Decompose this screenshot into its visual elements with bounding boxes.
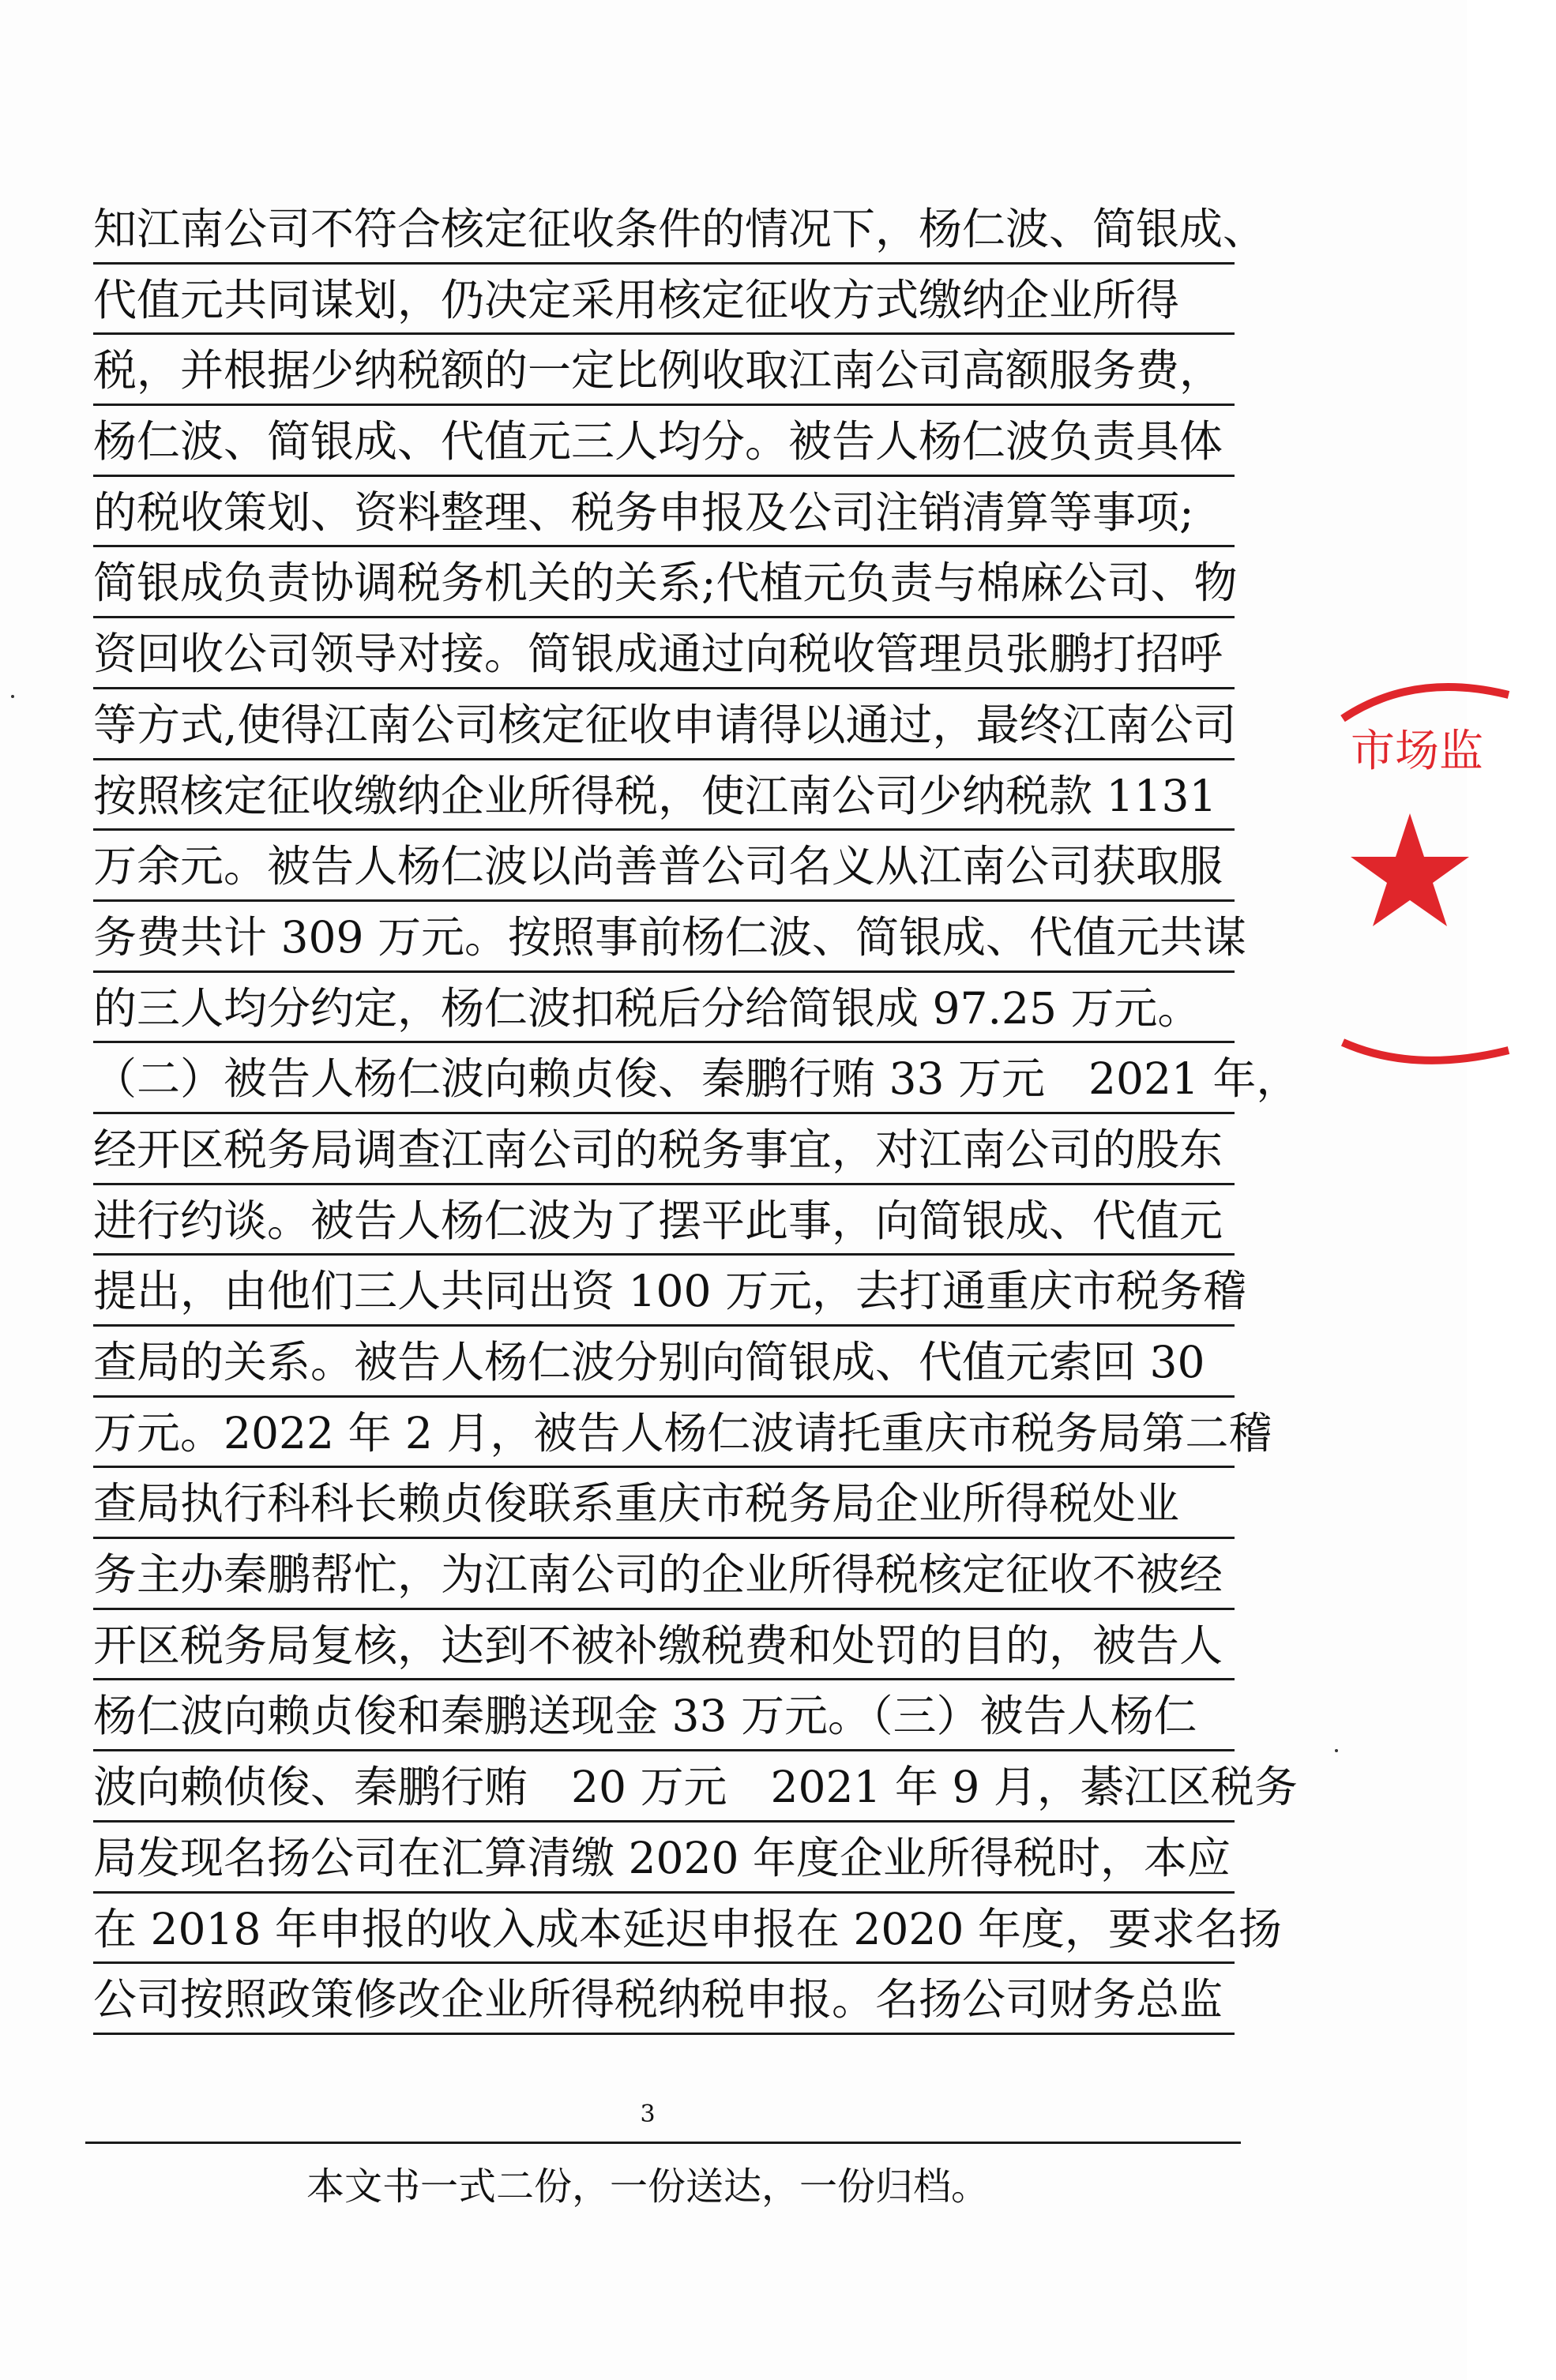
footer-divider — [85, 2142, 1241, 2144]
text-line-19: 查局执行科科长赖贞俊联系重庆市税务局企业所得税处业 — [93, 1468, 1235, 1539]
text-line-25: 在 2018 年申报的收入成本延迟申报在 2020 年度，要求名扬 — [93, 1894, 1235, 1965]
text-line-6: 简银成负责协调税务机关的关系;代植元负责与棉麻公司、物 — [93, 547, 1235, 618]
official-seal — [1319, 663, 1556, 1058]
seal-ring-top — [1343, 687, 1509, 719]
text-line-4: 杨仁波、简银成、代值元三人均分。被告人杨仁波负责具体 — [93, 406, 1235, 477]
text-line-13: （二）被告人杨仁波向赖贞俊、秦鹏行贿 33 万元 2021 年， — [93, 1043, 1235, 1114]
scan-speck — [11, 695, 14, 698]
text-line-8: 等方式,使得江南公司核定征收申请得以通过，最终江南公司 — [93, 689, 1235, 760]
seal-ring-bottom — [1343, 1042, 1509, 1060]
text-line-12: 的三人均分约定，杨仁波扣税后分给简银成 97.25 万元。 — [93, 973, 1235, 1044]
text-line-7: 资回收公司领导对接。简银成通过向税收管理员张鹏打招呼 — [93, 618, 1235, 689]
seal-star-icon — [1351, 813, 1469, 926]
scan-speck — [1335, 1749, 1338, 1752]
text-line-26: 公司按照政策修改企业所得税纳税申报。名扬公司财务总监 — [93, 1964, 1235, 2035]
text-line-15: 进行约谈。被告人杨仁波为了摆平此事，向简银成、代值元 — [93, 1185, 1235, 1256]
text-line-1: 知江南公司不符合核定征收条件的情况下，杨仁波、简银成、 — [93, 193, 1235, 265]
text-line-21: 开区税务局复核，达到不被补缴税费和处罚的目的，被告人 — [93, 1610, 1235, 1681]
text-line-11: 务费共计 309 万元。按照事前杨仁波、简银成、代值元共谋 — [93, 902, 1235, 973]
text-line-2: 代值元共同谋划，仍决定采用核定征收方式缴纳企业所得 — [93, 265, 1235, 336]
text-line-9: 按照核定征收缴纳企业所得税，使江南公司少纳税款 1131 — [93, 760, 1235, 831]
text-line-20: 务主办秦鹏帮忙，为江南公司的企业所得税核定征收不被经 — [93, 1539, 1235, 1610]
body-text — [93, 193, 1300, 2035]
text-line-16: 提出，由他们三人共同出资 100 万元，去打通重庆市税务稽 — [93, 1256, 1235, 1327]
text-line-22: 杨仁波向赖贞俊和秦鹏送现金 33 万元。（三）被告人杨仁 — [93, 1680, 1235, 1751]
text-line-5: 的税收策划、资料整理、税务申报及公司注销清算等事项; — [93, 477, 1235, 548]
text-line-23: 波向赖侦俊、秦鹏行贿 20 万元 2021 年 9 月，綦江区税务 — [93, 1751, 1235, 1823]
page-number: 3 — [640, 2100, 656, 2128]
seal-shapes — [1343, 687, 1509, 1060]
text-line-18: 万元。2022 年 2 月，被告人杨仁波请托重庆市税务局第二稽 — [93, 1398, 1235, 1469]
text-line-14: 经开区税务局调查江南公司的税务事宜，对江南公司的股东 — [93, 1114, 1235, 1185]
text-line-10: 万余元。被告人杨仁波以尚善普公司名义从江南公司获取服 — [93, 831, 1235, 902]
seal-text: 市场监 — [1351, 726, 1483, 777]
text-line-17: 查局的关系。被告人杨仁波分别向简银成、代值元索回 30 — [93, 1327, 1235, 1398]
footer-note: 本文书一式二份，一份送达，一份归档。 — [306, 2164, 989, 2209]
text-line-24: 局发现名扬公司在汇算清缴 2020 年度企业所得税时，本应 — [93, 1823, 1235, 1894]
text-line-3: 税，并根据少纳税额的一定比例收取江南公司高额服务费， — [93, 335, 1235, 406]
